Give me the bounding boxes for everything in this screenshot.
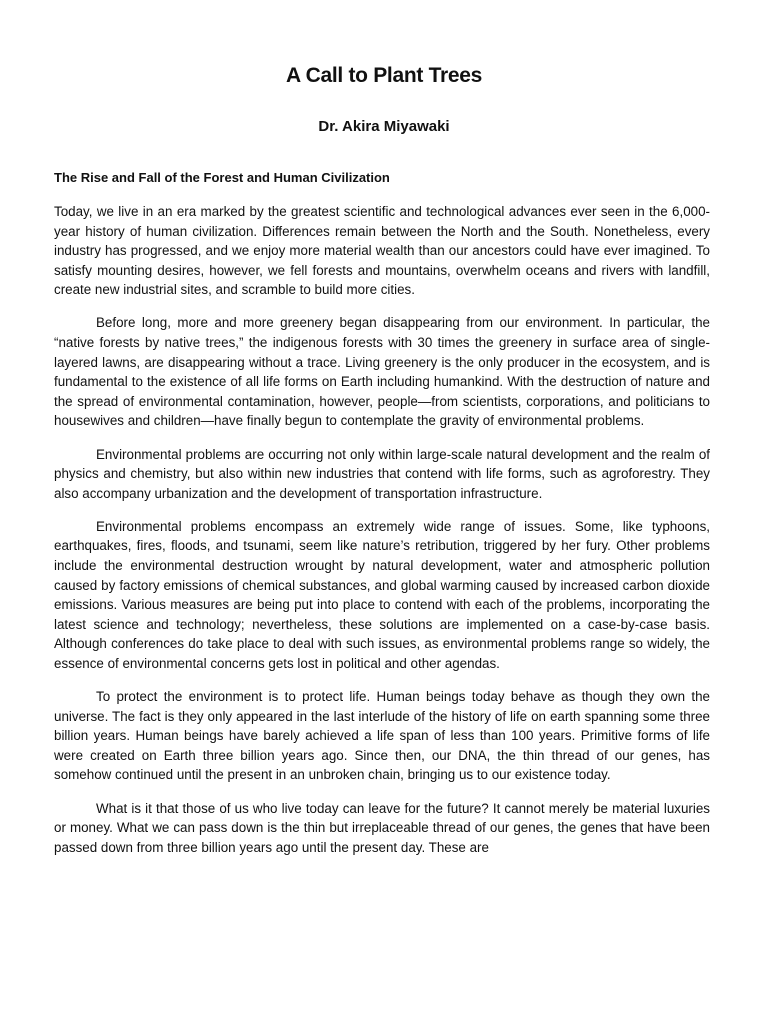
paragraph-3: Environmental problems are occurring not only within large-scale natural development and the realm of physics and chemistry, but also within new industries that contend with life forms, such as agroforestry. They also accompany urbanization and the development of transportation infrastructure. — [54, 446, 710, 501]
document-title: A Call to Plant Trees — [286, 64, 482, 87]
section-heading: The Rise and Fall of the Forest and Human Civilization — [54, 170, 390, 185]
paragraph-4: Environmental problems encompass an extremely wide range of issues. Some, like typhoons, earthquakes, fires, floods, and tsunami, seem like nature’s retribution, triggered by her fury. Other problems include the environmental destruction wrought by natural development, water and atmospheric pollution caused by factory emissions of chemical substances, and global warming caused by increased carbon dioxide emissions. Various measures are being put into place to contend with each of the problems, incorporating the latest science and technology; nevertheless, these solutions are implemented on a case-by-case basis. Although conferences do take place to deal with such issues, as environmental problems range so widely, the essence of environmental concerns gets lost in political and other agendas. — [54, 518, 710, 671]
paragraph-1: Today, we live in an era marked by the greatest scientific and technological advances ever seen in the 6,000-year history of human civilization. Differences remain between the North and the South. Nonetheless, every industry has progressed, and we enjoy more material wealth than our ancestors could have ever imagined. To satisfy mounting desires, however, we fell forests and mountains, overwhelm oceans and rivers with landfill, create new industrial sites, and scramble to build more cities. — [54, 204, 710, 298]
document-body — [54, 202, 710, 871]
paragraph-5: To protect the environment is to protect life. Human beings today behave as though they own the universe. The fact is they only appeared in the last interlude of the history of life on earth spanning some three billion years. Human beings have barely achieved a life span of less than 100 years. Primitive forms of life were created on Earth three billion years ago. Since then, our DNA, the thin thread of our genes, has somehow continued until the present in an unbroken chain, bringing us to our existence today. — [54, 689, 710, 783]
paragraph-6: What is it that those of us who live today can leave for the future? It cannot merely be material luxuries or money. What we can pass down is the thin but irreplaceable thread of our genes, the genes that have been passed down from three billion years ago until the present day. These are — [54, 800, 710, 855]
author-name: Dr. Akira Miyawaki — [318, 118, 450, 135]
paragraph-2: Before long, more and more greenery began disappearing from our environment. In particular, the “native forests by native trees,” the indigenous forests with 30 times the greenery in surface area of single-layered lawns, are disappearing without a trace. Living greenery is the only producer in the ecosystem, and is fundamental to the existence of all life forms on Earth including humankind. With the destruction of nature and the spread of environmental contamination, however, people—from scientists, corporations, and politicians to housewives and children—have finally begun to contemplate the gravity of environmental problems. — [54, 315, 710, 429]
